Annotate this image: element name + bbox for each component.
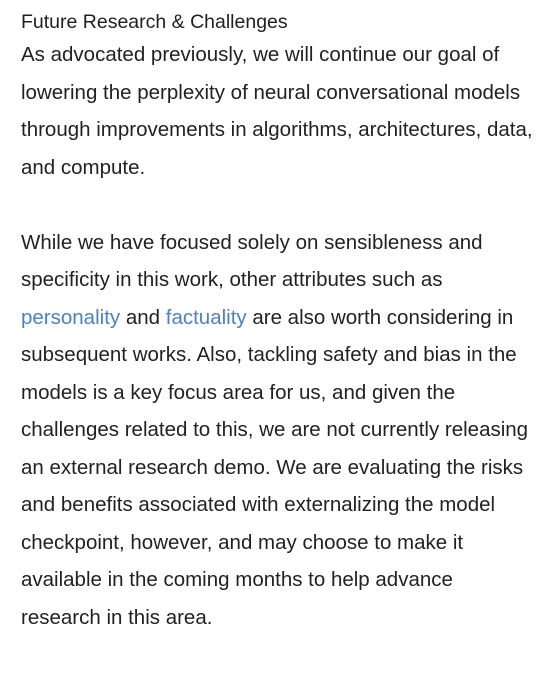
paragraph-text: While we have focused solely on sensibleness and specificity in this work, other attributes such as [21,230,483,291]
paragraph-future-goals: As advocated previously, we will continue our goal of lowering the perplexity of neural conversational models through improvements in algorithms, architectures, data, and compute. [21,43,533,179]
paragraph-text: are also worth considering in subsequent works. Also, tackling safety and bias in the models is a key focus area for us, and given the challenges related to this, we are not currently releasing an external research demo. We are evaluating the risks and benefits associated with externalizing the model checkpoint, however, and may choose to make it available in the coming months to help advance research in this area. [21,305,529,629]
factuality-link[interactable]: factuality [165,305,247,329]
personality-link[interactable]: personality [21,305,121,329]
section-heading: Future Research & Challenges [21,11,288,33]
paragraph-text: and [120,305,166,329]
paragraph-spacer [21,186,536,224]
paragraph-challenges [21,224,536,637]
article-section [21,8,536,636]
